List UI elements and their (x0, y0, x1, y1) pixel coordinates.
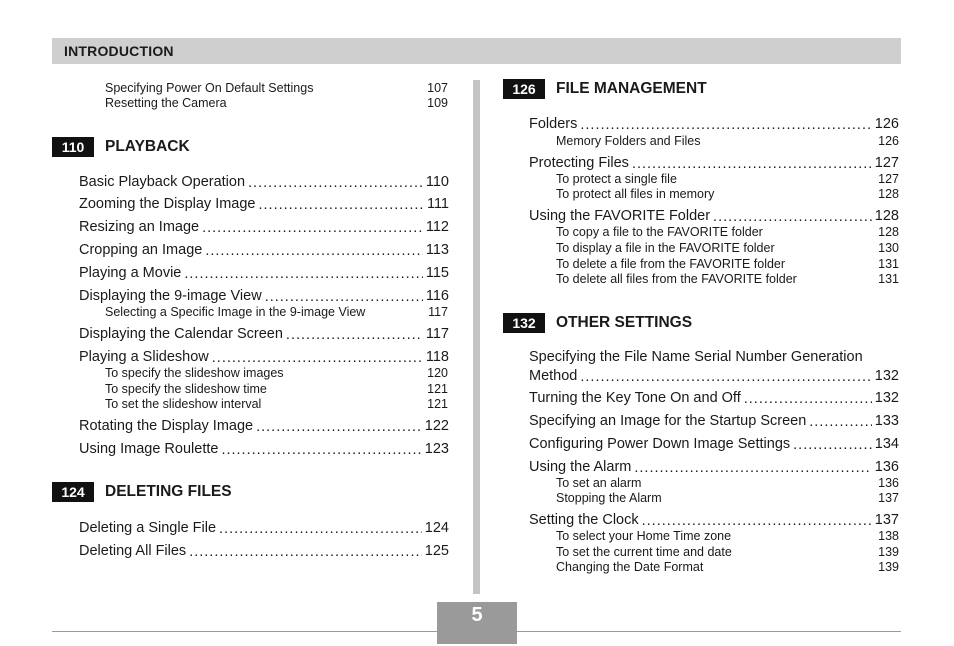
toc-subentry[interactable]: To display a file in the FAVORITE folder 130 (556, 241, 899, 255)
toc-subentry[interactable]: Selecting a Specific Image in the 9-image View 117 (105, 305, 448, 319)
toc-entry-rotating[interactable]: Rotating the Display Image ..... 122 (79, 416, 449, 434)
toc-entry-favorite[interactable]: Using the FAVORITE Folder ..... 128 (529, 206, 899, 224)
section-heading-playback (52, 137, 452, 157)
section-header-title: INTRODUCTION (64, 43, 174, 59)
section-title: OTHER SETTINGS (556, 314, 693, 331)
toc-subentry[interactable]: Specifying Power On Default Settings 107 (105, 81, 448, 95)
page-number-box (437, 602, 517, 644)
toc-entry-nine-image[interactable]: Displaying the 9-image View ..... 116 (79, 286, 449, 304)
section-page-badge: 132 (503, 313, 545, 333)
toc-subentry[interactable]: To delete a file from the FAVORITE folder 131 (556, 257, 899, 271)
toc-entry-cropping[interactable]: Cropping an Image ..... 113 (79, 240, 449, 258)
toc-entry-delete-all[interactable]: Deleting All Files ..... 125 (79, 541, 449, 559)
toc-entry-serial-method[interactable]: Method ..... 132 (529, 366, 899, 384)
toc-entry-serial-line1[interactable]: Specifying the File Name Serial Number Generation (529, 349, 863, 365)
toc-entry-roulette[interactable]: Using Image Roulette ..... 123 (79, 439, 449, 457)
section-page-badge: 126 (503, 79, 545, 99)
toc-subentry[interactable]: Changing the Date Format 139 (556, 560, 899, 574)
toc-subentry[interactable]: To set the slideshow interval 121 (105, 397, 448, 411)
toc-subentry[interactable]: Resetting the Camera 109 (105, 96, 448, 110)
toc-subentry[interactable]: Stopping the Alarm 137 (556, 491, 899, 505)
toc-subentry[interactable]: To specify the slideshow images 120 (105, 366, 448, 380)
section-heading-file-management (503, 79, 901, 99)
toc-entry-delete-single[interactable]: Deleting a Single File ..... 124 (79, 518, 449, 536)
section-page-badge: 124 (52, 482, 94, 502)
toc-entry-alarm[interactable]: Using the Alarm ..... 136 (529, 457, 899, 475)
toc-entry-basic-playback[interactable]: Basic Playback Operation ..... 110 (79, 172, 449, 190)
section-header-bar (52, 38, 901, 64)
toc-subentry[interactable]: To copy a file to the FAVORITE folder 128 (556, 225, 899, 239)
toc-subentry[interactable]: To specify the slideshow time 121 (105, 382, 448, 396)
page-number: 5 (471, 604, 483, 626)
toc-entry-movie[interactable]: Playing a Movie ..... 115 (79, 263, 449, 281)
toc-subentry[interactable]: To select your Home Time zone 138 (556, 529, 899, 543)
toc-subentry[interactable]: Memory Folders and Files 126 (556, 134, 899, 148)
toc-entry-power-down[interactable]: Configuring Power Down Image Settings ..... 134 (529, 434, 899, 452)
section-heading-other-settings (503, 313, 901, 333)
section-title: PLAYBACK (105, 138, 190, 155)
toc-entry-startup[interactable]: Specifying an Image for the Startup Screen ..... 133 (529, 411, 899, 429)
toc-subentry[interactable]: To delete all files from the FAVORITE folder 131 (556, 272, 899, 286)
toc-entry-zooming[interactable]: Zooming the Display Image ..... 111 (79, 194, 449, 212)
section-page-badge: 110 (52, 137, 94, 157)
toc-entry-protecting[interactable]: Protecting Files ..... 127 (529, 153, 899, 171)
toc-subentry[interactable]: To protect a single file 127 (556, 172, 899, 186)
column-divider (473, 80, 480, 594)
toc-subentry[interactable]: To set the current time and date 139 (556, 545, 899, 559)
toc-entry-folders[interactable]: Folders ..... 126 (529, 114, 899, 132)
toc-entry-calendar[interactable]: Displaying the Calendar Screen ..... 117 (79, 324, 449, 342)
toc-entry-key-tone[interactable]: Turning the Key Tone On and Off ..... 132 (529, 388, 899, 406)
toc-subentry[interactable]: To set an alarm 136 (556, 476, 899, 490)
toc-entry-resizing[interactable]: Resizing an Image ..... 112 (79, 217, 449, 235)
section-title: DELETING FILES (105, 483, 232, 500)
toc-subentry[interactable]: To protect all files in memory 128 (556, 187, 899, 201)
toc-entry-slideshow[interactable]: Playing a Slideshow ..... 118 (79, 347, 449, 365)
section-heading-deleting (52, 482, 452, 502)
toc-entry-clock[interactable]: Setting the Clock ..... 137 (529, 510, 899, 528)
section-title: FILE MANAGEMENT (556, 80, 707, 97)
